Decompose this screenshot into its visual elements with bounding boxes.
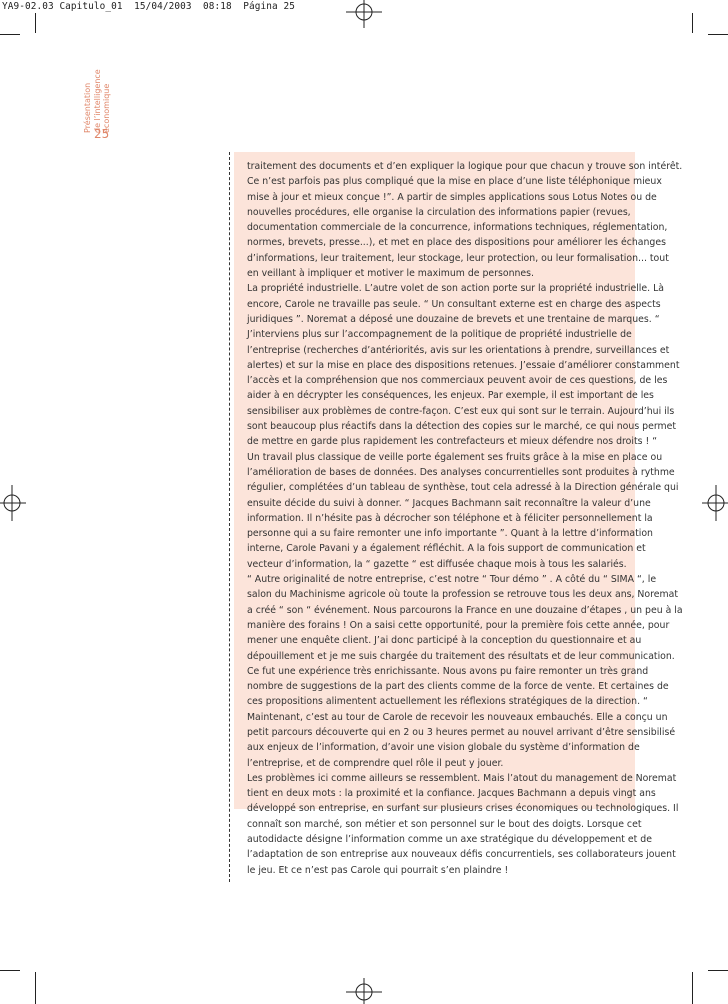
body-line: régulier, complétées d’un tableau de synthèse, tout cela adressé à la Direction générale qui bbox=[247, 482, 679, 494]
body-line: développé son entreprise, en surfant sur plusieurs crises économiques ou technologiques. Il bbox=[247, 803, 679, 815]
crop-mark-top-right-v bbox=[692, 13, 693, 33]
body-line: salon du Machinisme agricole où toute la profession se retrouve tous les deux ans, Noremat bbox=[247, 589, 679, 601]
body-line: Un travail plus classique de veille porte également ses fruits grâce à la mise en place ou bbox=[247, 451, 663, 463]
section-label-line-3: économique bbox=[102, 83, 111, 133]
body-line: normes, brevets, presse...), et met en place des dispositions pour améliorer les échanges bbox=[247, 237, 666, 249]
body-line: nouvelles procédures, elle organise la circulation des informations papier (revues, bbox=[247, 206, 631, 218]
body-line: ces propositions alimentent actuellement les réflexions stratégiques de la direction. “ bbox=[247, 696, 648, 708]
registration-mark-bottom bbox=[342, 976, 386, 1004]
body-line: interne, Carole Pavani y a également réfléchit. A la fois support de communication et bbox=[247, 543, 646, 555]
body-line: aux enjeux de l’information, d’avoir une vision globale du système d’information de bbox=[247, 742, 640, 754]
registration-mark-left bbox=[0, 481, 26, 525]
body-line: Les problèmes ici comme ailleurs se ressemblent. Mais l’atout du management de Noremat bbox=[247, 772, 677, 784]
body-line: La propriété industrielle. L’autre volet de son action porte sur la propriété industrielle. Là bbox=[247, 283, 665, 295]
body-line: personne qui a su faire remonter une info importante ”. Quant à la lettre d’information bbox=[247, 528, 653, 540]
crop-mark-top-left-h bbox=[0, 34, 20, 35]
body-line: sont beaucoup plus réactifs dans la détection des copies sur le marché, ce qui nous permet bbox=[247, 421, 677, 433]
crop-mark-bottom-left-v bbox=[35, 972, 36, 1004]
crop-mark-top-left-v bbox=[35, 13, 36, 33]
body-line: de mettre en garde plus rapidement les contrefacteurs et mieux défendre nos droits ! “ bbox=[247, 436, 658, 448]
body-line: tient en deux mots : la proximité et la confiance. Jacques Bachmann a depuis vingt ans bbox=[247, 788, 656, 800]
registration-mark-top bbox=[342, 0, 386, 30]
body-line: dépouillement et je me suis chargée du traitement des résultats et de leur communication. bbox=[247, 650, 675, 662]
section-label bbox=[83, 69, 112, 133]
body-line: information. Il n’hésite pas à décrocher son téléphone et à féliciter personnellement la bbox=[247, 512, 653, 524]
registration-mark-right bbox=[702, 481, 728, 525]
section-label-line-2: de l’intelligence bbox=[92, 69, 102, 133]
body-line: aider à en décrypter les conséquences, les enjeux. Par exemple, il est important de les bbox=[247, 390, 654, 402]
body-line: en veillant à impliquer et motiver le maximum de personnes. bbox=[247, 268, 535, 280]
body-line: encore, Carole ne travaille pas seule. “ Un consultant externe est en charge des aspects bbox=[247, 298, 661, 310]
body-line: ensuite décide du suivi à donner. “ Jacques Bachmann sait reconnaître la valeur d’une bbox=[247, 497, 651, 509]
body-line: l’amélioration de bases de données. Des analyses concurrentielles sont produites à rythme bbox=[247, 466, 675, 478]
body-line: a créé “ son “ événement. Nous parcourons la France en une douzaine d’étapes , un peu à la bbox=[247, 604, 683, 616]
body-line: l’adaptation de son entreprise aux nouveaux défis concurrentiels, ses collaborateurs jouent bbox=[247, 849, 676, 861]
page-number: 25 bbox=[94, 127, 110, 141]
body-line: le jeu. Et ce n’est pas Carole qui pourrait s’en plaindre ! bbox=[247, 864, 509, 876]
body-line: juridiques ”. Noremat a déposé une douzaine de brevets et une trentaine de marques. “ bbox=[247, 313, 660, 325]
body-line: documentation commerciale de la concurrence, informations techniques, réglementation, bbox=[247, 222, 668, 234]
body-line: Maintenant, c’est au tour de Carole de recevoir les nouveaux embauchés. Elle a conçu un bbox=[247, 711, 668, 723]
body-line: nombre de suggestions de la part des clients comme de la force de vente. Et certaines de bbox=[247, 681, 669, 693]
body-line: manière des forains ! On a saisi cette opportunité, pour la première fois cette année, pour bbox=[247, 619, 670, 631]
column-divider bbox=[229, 152, 230, 882]
body-line: mener une enquête client. J’ai donc participé à la conception du questionnaire et au bbox=[247, 635, 642, 647]
body-line: Ce n’est parfois pas plus compliqué que la mise en place d’une liste téléphonique mieux bbox=[247, 176, 662, 188]
body-line: connaît son marché, son métier et son personnel sur le bout des doigts. Lorsque cet bbox=[247, 818, 642, 830]
print-slug: YA9-02.03 Capitulo_01 15/04/2003 08:18 Página 25 bbox=[2, 1, 295, 12]
body-line: “ Autre originalité de notre entreprise, c’est notre “ Tour démo ” . A côté du “ SIMA “, le bbox=[247, 574, 657, 586]
body-line: l’entreprise, et de comprendre quel rôle il peut y jouer. bbox=[247, 757, 504, 769]
crop-mark-bottom-right-h bbox=[708, 970, 728, 971]
body-line: sensibiliser aux problèmes de contre-façon. C’est eux qui sont sur le terrain. Aujourd’hui ils bbox=[247, 405, 675, 417]
body-line: Ce fut une expérience très enrichissante. Nous avons pu faire remonter un très grand bbox=[247, 665, 649, 677]
section-label-line-1: Présentation bbox=[83, 82, 92, 133]
body-text bbox=[247, 159, 683, 878]
body-line: petit parcours découverte qui en 2 ou 3 heures permet au nouvel arrivant d’être sensibilisé bbox=[247, 726, 676, 738]
crop-mark-top-right-h bbox=[708, 34, 728, 35]
body-line: l’entreprise (recherches d’antériorités, avis sur les orientations à prendre, surveillances et bbox=[247, 344, 670, 356]
body-line: traitement des documents et d’en expliquer la logique pour que chacun y trouve son intérêt. bbox=[247, 161, 683, 172]
body-line: l’accès et la compréhension que nos commerciaux peuvent avoir de ces questions, de les bbox=[247, 375, 668, 387]
crop-mark-bottom-right-v bbox=[692, 972, 693, 1004]
crop-mark-bottom-left-h bbox=[0, 970, 20, 971]
body-line: vecteur d’information, la “ gazette “ est diffusée chaque mois à tous les salariés. bbox=[247, 558, 627, 570]
body-line: J’interviens plus sur l’accompagnement de la politique de propriété industrielle de bbox=[247, 329, 632, 341]
body-line: d’informations, leur traitement, leur stockage, leur protection, ou leur formalisation... tout bbox=[247, 252, 669, 264]
body-line: autodidacte désigne l’information comme un axe stratégique du développement et de bbox=[247, 834, 652, 846]
body-line: mise à jour et mieux conçue !”. A partir de simples applications sous Lotus Notes ou de bbox=[247, 191, 657, 203]
body-line: alertes) et sur la mise en place des dispositions retenues. J’essaie d’améliorer constamment bbox=[247, 359, 680, 371]
